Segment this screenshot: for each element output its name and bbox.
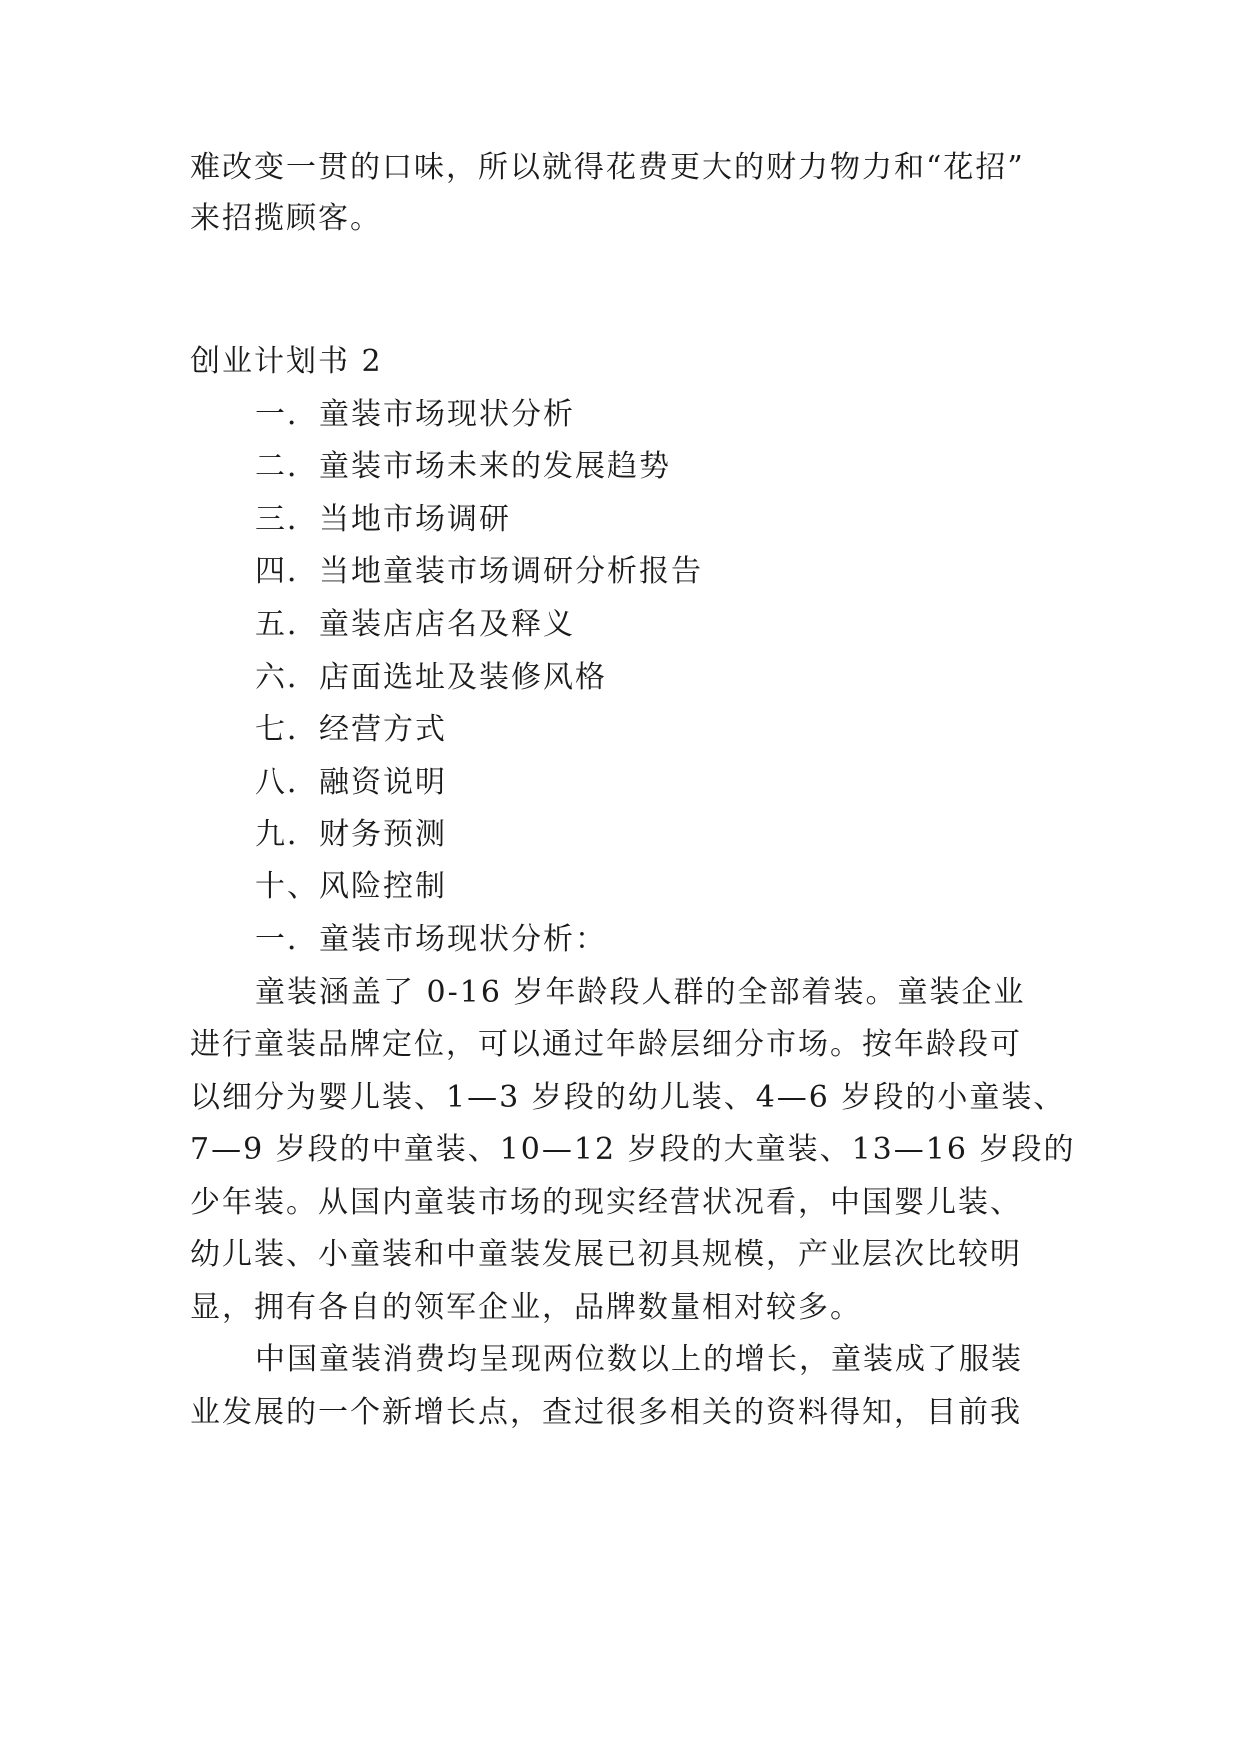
paragraph2-line-1: 中国童装消费均呈现两位数以上的增长，童装成了服装 bbox=[255, 1342, 1023, 1377]
paragraph1-line-3: 以细分为婴儿装、1—3 岁段的幼儿装、4—6 岁段的小童装、 bbox=[190, 1080, 1066, 1115]
paragraph1-line-4: 7—9 岁段的中童装、10—12 岁段的大童装、13—16 岁段的 bbox=[190, 1132, 1076, 1167]
paragraph1-line-7: 显，拥有各自的领军企业，品牌数量相对较多。 bbox=[190, 1290, 862, 1325]
paragraph2-line-2: 业发展的一个新增长点，查过很多相关的资料得知，目前我 bbox=[190, 1395, 1022, 1430]
intro-line-1: 难改变一贯的口味，所以就得花费更大的财力物力和“花招” bbox=[190, 150, 1025, 185]
paragraph1-line-5: 少年装。从国内童装市场的现实经营状况看，中国婴儿装、 bbox=[190, 1185, 1022, 1220]
intro-line-2: 来招揽顾客。 bbox=[190, 201, 382, 236]
toc-item-10: 十、风险控制 bbox=[255, 869, 447, 904]
toc-item-5: 五．童装店店名及释义 bbox=[255, 607, 575, 642]
paragraph1-line-2: 进行童装品牌定位，可以通过年龄层细分市场。按年龄段可 bbox=[190, 1027, 1022, 1062]
toc-item-2: 二．童装市场未来的发展趋势 bbox=[255, 449, 671, 484]
toc-item-4: 四．当地童装市场调研分析报告 bbox=[255, 554, 703, 589]
subheading: 一．童装市场现状分析： bbox=[255, 922, 607, 957]
toc-item-7: 七．经营方式 bbox=[255, 712, 447, 747]
paragraph1-line-1: 童装涵盖了 0-16 岁年龄段人群的全部着装。童装企业 bbox=[255, 975, 1026, 1010]
toc-item-6: 六．店面选址及装修风格 bbox=[255, 660, 607, 695]
toc-item-3: 三．当地市场调研 bbox=[255, 502, 511, 537]
toc-item-9: 九．财务预测 bbox=[255, 817, 447, 852]
toc-item-8: 八．融资说明 bbox=[255, 765, 447, 800]
toc-item-1: 一．童装市场现状分析 bbox=[255, 397, 575, 432]
section-heading: 创业计划书 2 bbox=[190, 344, 383, 379]
paragraph1-line-6: 幼儿装、小童装和中童装发展已初具规模，产业层次比较明 bbox=[190, 1237, 1022, 1272]
